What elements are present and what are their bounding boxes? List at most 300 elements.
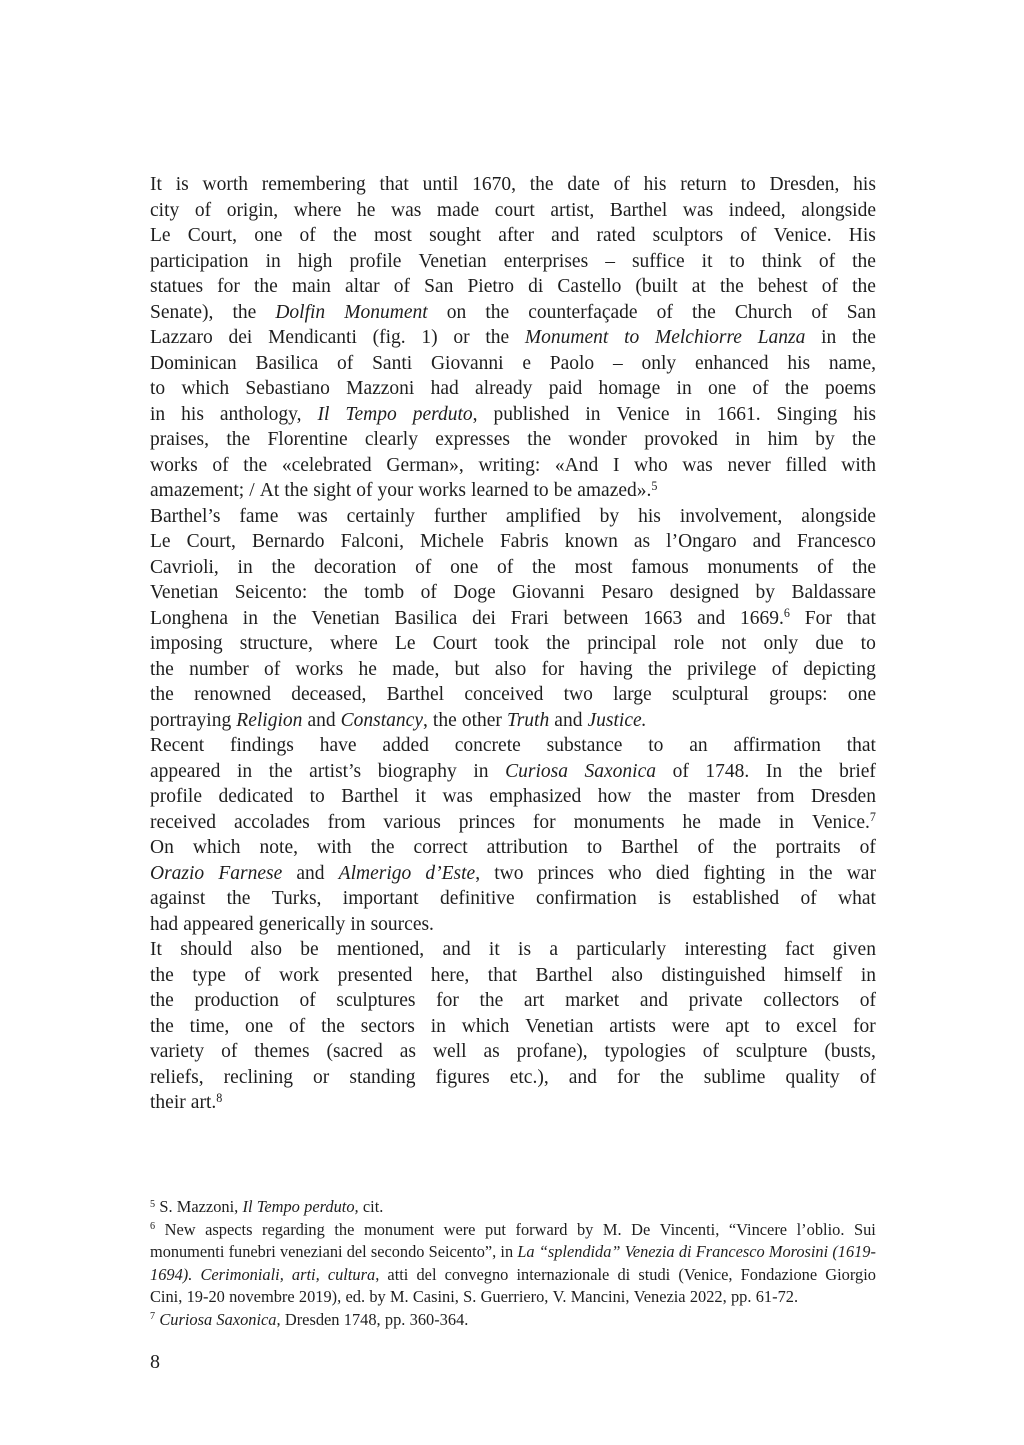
word-token: of [702,1041,719,1062]
word-token: by [815,429,835,450]
word-token: V. [552,1287,567,1306]
word-token: date [567,174,600,195]
word-token: Orazio [150,862,205,884]
word-token: San [846,301,876,323]
word-token: where [293,199,342,221]
word-token: and [639,990,668,1011]
word-token: against [150,888,206,909]
word-token: figures [435,1066,490,1088]
word-token: to [309,786,325,807]
word-token: in [150,403,166,425]
word-token: sectors [360,1015,415,1037]
word-token: regarding [262,1219,325,1239]
word-token: was [297,505,328,527]
word-token: who [608,862,642,884]
word-token: which [192,837,241,858]
word-token: work [279,964,320,986]
word-token: typologies [604,1041,686,1062]
body-text-line [150,1039,876,1065]
word-token: in [473,760,489,782]
word-token: di [528,276,544,297]
word-token: 61-72. [755,1287,799,1306]
word-token: master [688,786,741,807]
word-token: standing [349,1066,416,1088]
word-token: sources. [370,913,434,935]
word-token: Venetian [525,1015,594,1037]
word-token: amazement; [150,480,245,501]
word-token: Recent [150,735,205,756]
word-token: think [761,250,802,272]
word-token: him [767,429,798,450]
word-token: and [296,862,325,884]
word-token: published [493,403,570,425]
word-token: Santi [372,352,413,374]
footnote-marker: 6 [150,1221,156,1233]
word-token: having [579,658,633,680]
word-token: funebri [228,1242,276,1261]
word-token: of [221,1041,238,1062]
word-token: amplified [505,505,581,527]
word-token: is [658,888,672,909]
word-token: Mazzoni, [176,1197,239,1216]
word-token: court [494,199,535,221]
word-token: the [852,250,876,272]
word-token: as [633,531,651,552]
word-token: the [226,888,251,909]
body-text-line [150,963,876,989]
word-token: Tempo [345,403,397,425]
word-token: in [585,403,601,425]
word-token: Seicento: [234,582,308,603]
word-token: for [541,658,565,680]
word-token: Francesco [695,1242,765,1261]
word-token: until [422,174,459,195]
word-token: atti [387,1264,409,1284]
word-token: Michele [420,531,484,552]
word-token: del [416,1264,437,1284]
word-token: behest [757,276,808,297]
word-token: received [150,811,217,833]
word-token: the [647,786,672,807]
word-token: correct [413,837,468,858]
word-token: the [334,1219,355,1239]
word-token: origin, [226,199,279,221]
word-token: further [433,505,487,527]
word-token: Seicento”, [428,1242,497,1261]
word-token: to [740,174,756,195]
word-token: in [236,760,253,782]
word-token: the [808,862,833,884]
word-token: For [804,607,832,629]
word-token: were [671,1015,710,1037]
word-token: sculpture [735,1041,808,1062]
word-token: their [150,1092,186,1113]
word-token: for [217,276,240,297]
word-token: New [164,1219,196,1239]
word-token: perduto, [412,403,478,425]
word-token: decoration [314,556,397,578]
word-token: the [852,327,876,348]
word-token: praises, [150,429,210,450]
word-token: counterfaçade [528,301,638,323]
word-token: made [436,199,480,221]
footnote-marker: 5 [150,1198,156,1210]
word-token: princes [537,862,594,884]
footnote [150,1219,876,1309]
word-token: altar [345,276,380,297]
word-token: Singing [776,403,838,425]
word-token: of [672,760,689,782]
word-token: Dresden [284,1309,340,1329]
word-token: Basilica [394,607,458,629]
word-token: Lanza [757,327,806,348]
word-token: due [815,633,844,654]
word-token: to [729,250,745,272]
word-token: Lazzaro [150,327,213,348]
footnote-marker: 8 [216,1090,223,1105]
word-token: return [680,174,727,195]
word-token: in [735,429,751,450]
word-token: that [846,607,876,629]
word-token: also [250,939,282,960]
word-token: that [487,964,518,986]
word-token: for [853,1015,876,1037]
word-token: of [800,888,817,909]
word-token: wonder [568,429,627,450]
word-token: renowned [194,684,271,705]
word-token: – [612,352,623,374]
word-token: of [212,454,229,476]
body-text-line [150,529,876,555]
word-token: his [853,174,876,195]
word-token: only [763,633,799,654]
word-token: or [453,327,470,348]
word-token: large [613,684,652,705]
word-token: the [546,633,571,654]
word-token: writing: [478,454,541,476]
word-token: 2019), [298,1287,342,1306]
word-token: an [689,735,708,756]
word-token: the [691,301,716,323]
word-token: and [697,607,726,629]
word-token: Venice.$^7$ [811,810,876,833]
word-token: Pesaro [601,582,654,603]
word-token: of [697,837,714,858]
word-token: De [631,1219,651,1239]
word-token: the [529,174,554,195]
word-token: note, [259,837,298,858]
word-token: the [719,276,744,297]
word-token: Falconi, [340,531,404,552]
word-token: 19-20 [186,1287,225,1306]
word-token: Venezia [633,1287,686,1306]
word-token: arti, [291,1264,320,1284]
word-token: / [249,480,255,501]
word-token: private [688,990,743,1011]
word-token: San [424,276,454,297]
word-token: Religion [236,709,303,731]
body-text-line [150,606,876,632]
word-token: convegno [444,1264,509,1284]
word-token: a [549,939,559,960]
word-token: brief [839,760,876,782]
body-text-line [150,937,876,963]
word-token: Venezia [624,1242,675,1261]
body-text-line [150,300,876,326]
word-token: Francesco [796,531,876,552]
word-token: two [563,684,593,705]
word-token: in [779,862,795,884]
word-token: with [317,837,352,858]
word-token: etc.), [509,1066,549,1088]
word-token: monuments [573,811,665,833]
word-token: to [586,837,603,858]
body-text-line [150,453,876,479]
word-token: of [656,301,673,323]
word-token: his [638,505,661,527]
word-token: his [853,403,876,425]
word-token: – [605,250,615,272]
word-token: fighting [703,862,766,884]
word-token: it [701,250,713,272]
word-token: worth [202,174,248,195]
word-token: is [518,939,532,960]
word-token: of [740,225,757,246]
word-token: collectors [763,990,840,1011]
word-token: depicting [803,658,876,680]
body-text-line [150,249,876,275]
word-token: where [330,633,378,654]
word-token: poems [825,378,876,399]
word-token: 1669.$^6$ [740,606,790,629]
word-token: already [475,378,533,399]
paragraph [150,937,876,1116]
word-token: (Venice, [678,1264,733,1284]
word-token: fame [239,505,279,527]
word-token: with [841,454,876,476]
word-token: emphasized [489,786,582,807]
word-token: statues [150,276,204,297]
word-token: (built [635,276,678,297]
word-token: studi [638,1264,671,1284]
word-token: be [300,939,319,960]
word-token: which [461,1015,510,1037]
word-token: I [612,454,620,476]
word-token: the [323,582,348,603]
word-token: Fabris [499,531,549,552]
word-token: made, [392,658,440,680]
word-token: type [192,964,226,986]
word-token: of [356,480,373,501]
word-token: in [350,913,366,935]
word-token: role [673,633,705,654]
word-token: of [821,276,839,297]
word-token: (1619- [832,1242,876,1261]
word-token: established [692,888,780,909]
word-token: Barthel [621,837,679,858]
word-token: time, [189,1015,230,1037]
word-token: have [319,735,357,756]
word-token: conceived [464,684,544,705]
word-token: del [346,1242,367,1261]
word-token: put [485,1219,506,1239]
word-token: at [691,276,706,297]
word-token: reliefs, [150,1066,204,1088]
word-token: he [682,811,701,833]
word-token: in [237,556,253,578]
word-token: Melchiorre [654,327,742,348]
word-token: two [494,862,524,884]
word-token: most [574,556,613,578]
word-token: of [818,250,836,272]
word-token: of [613,174,630,195]
body-text-line [150,325,876,351]
word-token: was [682,199,714,221]
word-token: amazed».$^5$ [577,478,658,501]
body-text-line [150,988,876,1014]
word-token: well [432,1041,467,1062]
word-token: he [356,199,376,221]
word-token: Le [394,633,416,654]
word-token: enterprises [503,250,589,272]
word-token: the [659,1066,684,1088]
word-token: interesting [684,939,767,960]
word-token: were [443,1219,476,1239]
word-token: Court [432,633,478,654]
word-token: portraits [775,837,841,858]
word-token: never [727,454,771,476]
footnote-marker: 5 [651,478,658,493]
word-token: certainly [346,505,415,527]
word-token: alongside [801,505,876,527]
word-token: S. [159,1197,173,1216]
word-token: given [832,939,876,960]
word-token: it [415,786,426,807]
word-token: learned [471,480,529,501]
word-token: Almerigo [338,862,412,884]
word-token: sculptors [652,225,724,246]
word-token: 360-364. [409,1309,469,1329]
word-token: in [430,1015,446,1037]
word-token: appeared [183,913,254,935]
footnote-line [150,1264,876,1287]
word-token: Fondazione [740,1264,818,1284]
word-token: one [245,1015,274,1037]
word-token: and [307,709,336,731]
word-token: name, [828,352,876,374]
word-token: profile [349,250,402,272]
body-text-line [150,784,876,810]
word-token: Venetian [150,582,219,603]
word-token: reclining [223,1066,293,1088]
word-token: Dresden, [769,174,840,195]
word-token: to [533,480,549,501]
word-token: involvement, [679,505,783,527]
word-token: Curiosa [159,1309,213,1329]
word-token: and [442,939,471,960]
word-token: the [226,429,251,450]
word-token: confirmation [536,888,637,909]
word-token: Barthel [341,786,399,807]
word-token: Monument [524,327,609,348]
word-token: affirmation [733,735,821,756]
word-token: expresses [435,429,510,450]
word-token: groups: [769,684,828,705]
word-token: 1694). [150,1264,193,1284]
word-token: Vincenti, [659,1219,720,1239]
word-token: Mendicanti [268,327,357,348]
word-token: of [415,556,432,578]
word-token: generically [258,913,346,935]
word-token: also [494,658,527,680]
word-token: forward [515,1219,568,1239]
word-token: it [488,939,500,960]
word-token: sculptures [336,990,416,1011]
word-token: the [798,760,823,782]
word-token: sight [313,480,352,501]
footnote [150,1196,876,1219]
word-token: Cavrioli, [150,556,219,578]
word-token: number [189,658,249,680]
word-token: in [821,327,837,348]
word-token: homage [598,378,661,399]
word-token: works [418,480,466,501]
word-token: novembre [229,1287,295,1306]
word-token: he [358,658,377,680]
word-token: art [523,990,545,1011]
word-token: the [479,990,504,1011]
word-token: himself [783,964,843,986]
word-token: also [611,964,643,986]
word-token: fact [785,939,815,960]
word-token: the [485,301,510,323]
word-token: to [624,327,640,348]
word-token: as [483,1041,500,1062]
word-token: added [382,735,429,756]
word-token: Dresden [810,786,876,807]
word-token: M. [602,1219,622,1239]
word-token: war [846,862,876,884]
word-token: by [599,505,620,527]
word-token: Castello [557,276,622,297]
word-token: in [265,250,281,272]
word-token: Casini, [412,1287,459,1306]
word-token: l’Ongaro [666,531,737,552]
word-token: of [299,990,316,1011]
word-token: (busts, [824,1041,876,1062]
word-token: the [268,760,293,782]
footnote-marker: 7 [150,1311,156,1323]
word-token: At [259,480,280,501]
word-token: of [420,582,437,603]
word-token: principal [587,633,657,654]
word-token: Farnese [218,862,283,884]
body-text-line [150,708,876,734]
word-token: the [532,556,556,578]
word-token: Venetian [311,607,380,629]
body-text-line [150,223,876,249]
word-token: cit. [362,1197,384,1216]
word-token: the [321,1015,345,1037]
word-token: and [568,1066,597,1088]
word-token: secondo [370,1242,425,1261]
word-token: main [291,276,331,297]
word-token: Mazzoni [346,378,415,399]
word-token: of [771,658,788,680]
body-text-line [150,1065,876,1091]
word-token: paid [548,378,583,399]
word-token: by [576,1219,594,1239]
